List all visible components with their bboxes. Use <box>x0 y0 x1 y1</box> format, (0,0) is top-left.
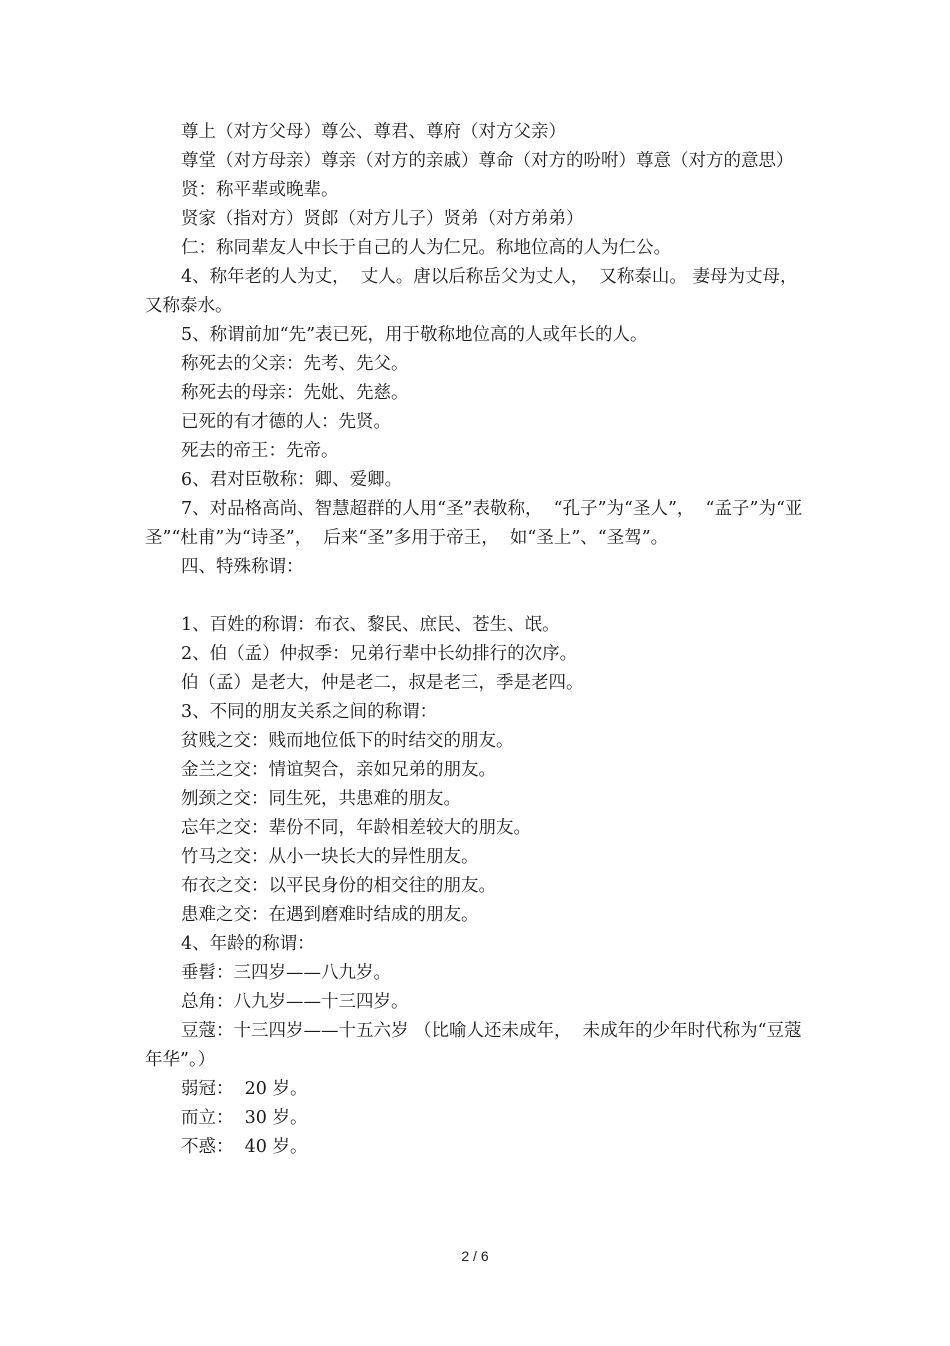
paragraph: 总角：八九岁——十三四岁。 <box>181 992 409 1012</box>
paragraph: 忘年之交：辈份不同，年龄相差较大的朋友。 <box>181 818 531 838</box>
paragraph: 贫贱之交：贱而地位低下的时结交的朋友。 <box>181 731 514 751</box>
blank-line <box>145 582 807 611</box>
paragraph: 豆蔻：十三四岁——十五六岁 （比喻人还未成年， 未成年的少年时代称为“豆蔻年华”。） <box>145 1021 802 1070</box>
paragraph: 仁：称同辈友人中长于自己的人为仁兄。称地位高的人为仁公。 <box>181 238 671 258</box>
paragraph: 布衣之交：以平民身份的相交往的朋友。 <box>181 876 496 896</box>
paragraph: 2、伯（孟）仲叔季：兄弟行辈中长幼排行的次序。 <box>181 644 578 664</box>
paragraph: 5、称谓前加“先”表已死，用于敬称地位高的人或年长的人。 <box>181 325 648 345</box>
paragraph: 刎颈之交：同生死，共患难的朋友。 <box>181 789 461 809</box>
page-body-text <box>145 118 807 1162</box>
paragraph: 已死的有才德的人：先贤。 <box>181 412 391 432</box>
paragraph: 弱冠： 20 岁。 <box>181 1079 308 1099</box>
paragraph: 3、不同的朋友关系之间的称谓： <box>181 702 438 722</box>
paragraph: 称死去的母亲：先妣、先慈。 <box>181 383 409 403</box>
paragraph: 不惑： 40 岁。 <box>181 1137 308 1157</box>
paragraph: 死去的帝王：先帝。 <box>181 441 339 461</box>
paragraph: 竹马之交：从小一块长大的异性朋友。 <box>181 847 479 867</box>
paragraph: 而立： 30 岁。 <box>181 1108 308 1128</box>
paragraph: 4、年龄的称谓： <box>181 934 315 954</box>
paragraph: 患难之交：在遇到磨难时结成的朋友。 <box>181 905 479 925</box>
paragraph: 垂髫：三四岁——八九岁。 <box>181 963 391 983</box>
paragraph: 7、对品格高尚、智慧超群的人用“圣”表敬称， “孔子”为“圣人”， “孟子”为“亚圣”“杜甫”为“诗圣”， 后来“圣”多用于帝王， 如“圣上”、“圣驾”。 <box>145 499 803 548</box>
paragraph: 贤：称平辈或晚辈。 <box>181 180 339 200</box>
paragraph: 称死去的父亲：先考、先父。 <box>181 354 409 374</box>
page-number: 2 / 6 <box>461 1248 489 1264</box>
paragraph: 尊堂（对方母亲）尊亲（对方的亲戚）尊命（对方的吩咐）尊意（对方的意思） <box>181 151 794 171</box>
paragraph: 6、君对臣敬称：卿、爱卿。 <box>181 470 403 490</box>
paragraph: 1、百姓的称谓：布衣、黎民、庶民、苍生、氓。 <box>181 615 560 635</box>
paragraph: 贤家（指对方）贤郎（对方儿子）贤弟（对方弟弟） <box>181 209 584 229</box>
paragraph: 尊上（对方父母）尊公、尊君、尊府（对方父亲） <box>181 122 566 142</box>
paragraph: 伯（孟）是老大，仲是老二，叔是老三，季是老四。 <box>181 673 584 693</box>
paragraph: 4、称年老的人为丈， 丈人。唐以后称岳父为丈人， 又称泰山。 妻母为丈母，又称泰水。 <box>145 267 798 316</box>
paragraph: 金兰之交：情谊契合，亲如兄弟的朋友。 <box>181 760 496 780</box>
paragraph: 四、特殊称谓： <box>181 557 304 577</box>
